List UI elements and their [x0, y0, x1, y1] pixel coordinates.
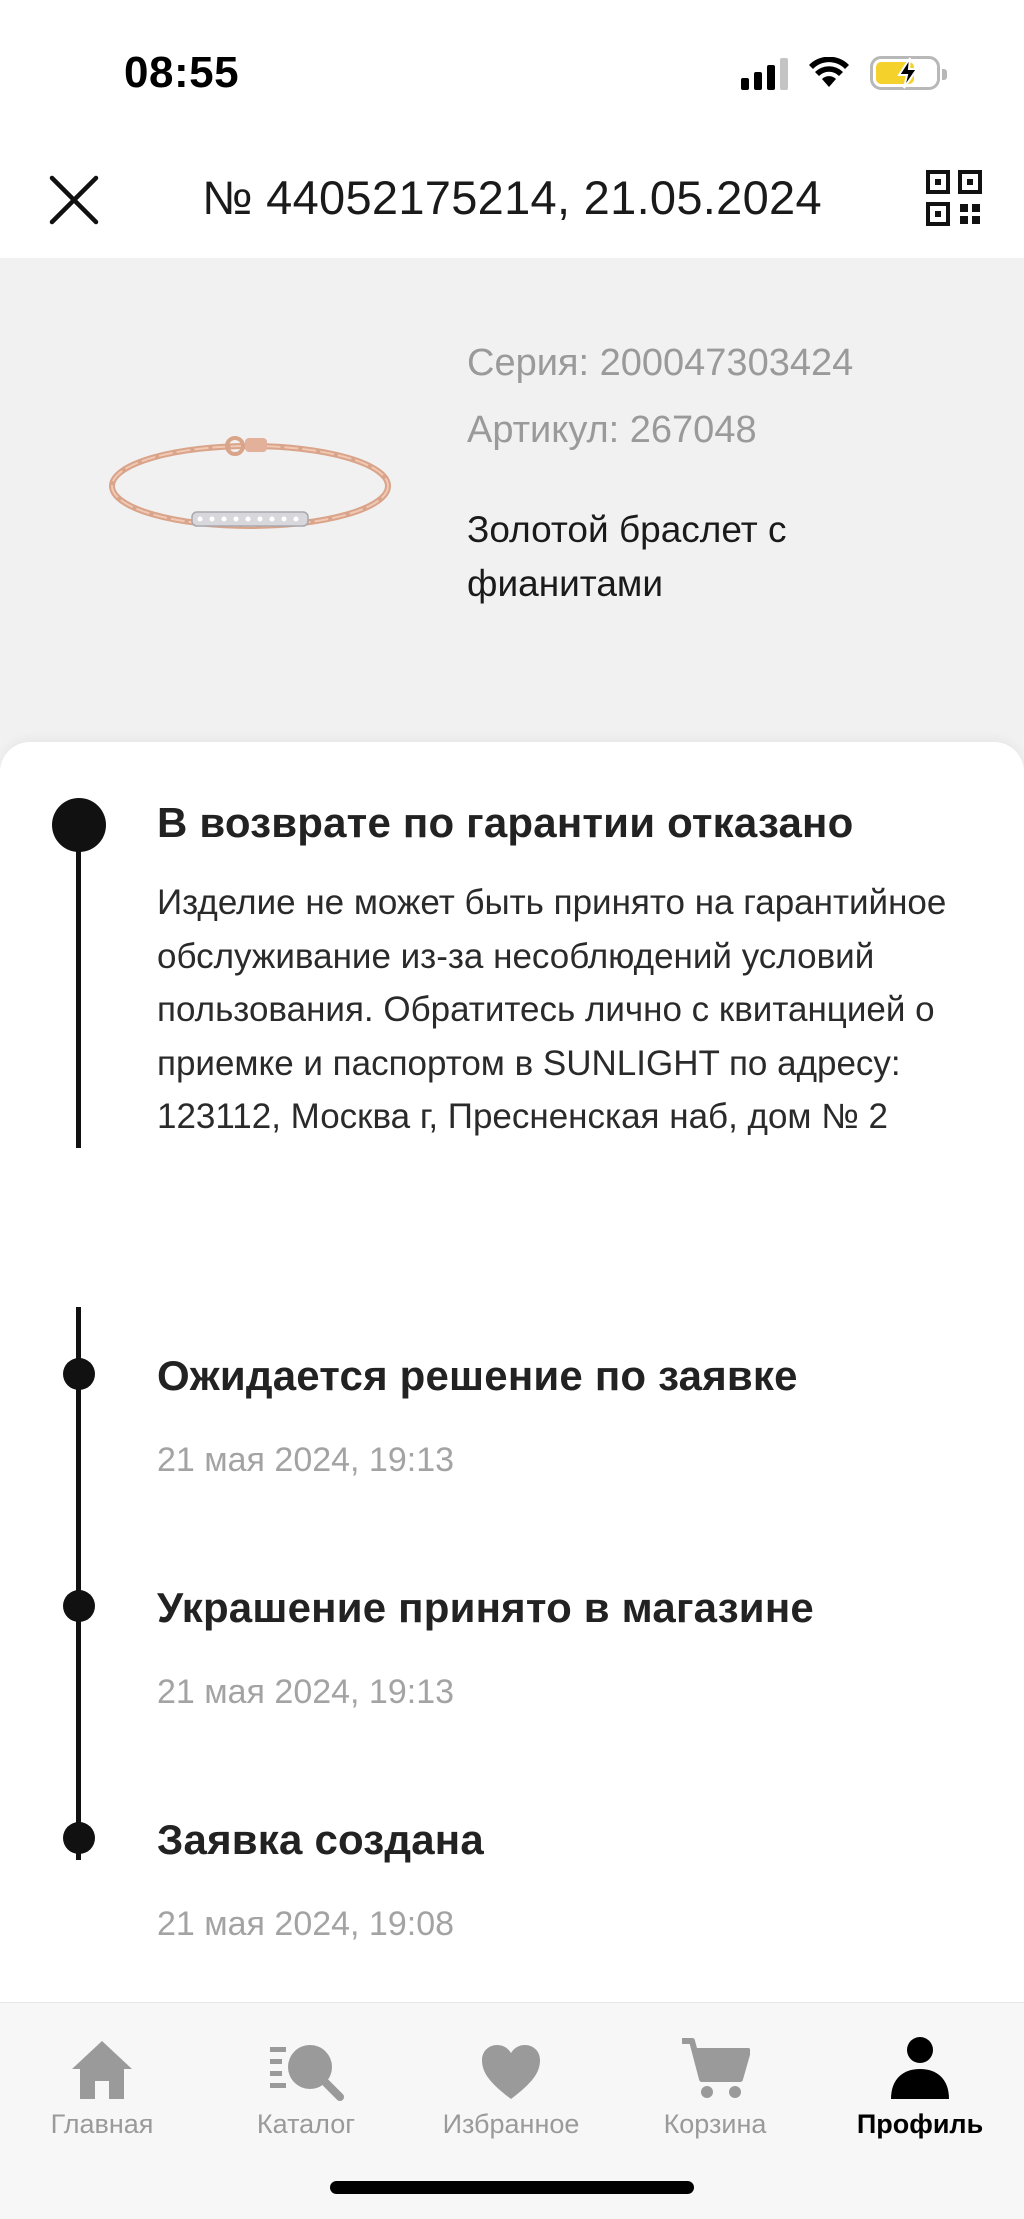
timeline-line [76, 822, 81, 1148]
profile-icon [889, 2035, 951, 2101]
status-icons [741, 56, 940, 90]
heart-icon [480, 2043, 542, 2101]
status-timeline [0, 742, 1024, 2002]
tab-label: Избранное [442, 2109, 580, 2139]
home-indicator [330, 2181, 694, 2194]
battery-icon [870, 56, 940, 90]
cart-icon [680, 2037, 750, 2101]
tab-home[interactable] [2, 2021, 202, 2140]
qr-code-icon [926, 170, 982, 226]
wifi-icon [808, 57, 850, 89]
event-date: 21 мая 2024, 19:08 [157, 1905, 455, 1943]
page-title: № 44052175214, 21.05.2024 [202, 171, 822, 224]
timeline-dot [63, 1358, 95, 1390]
header [0, 150, 1024, 258]
tab-favorites[interactable] [411, 2021, 611, 2140]
event-title: Заявка создана [157, 1816, 484, 1863]
product-card [0, 258, 1024, 778]
status-bar [0, 0, 1024, 150]
tab-cart[interactable] [615, 2021, 815, 2140]
product-name: Золотой браслет с фианитами [467, 509, 787, 604]
cellular-signal-icon [741, 56, 788, 90]
timeline-dot-current [52, 798, 106, 852]
event-title: В возврате по гарантии отказано [157, 799, 854, 846]
event-date: 21 мая 2024, 19:13 [157, 1441, 455, 1479]
tab-label: Каталог [256, 2109, 356, 2139]
tab-catalog[interactable] [206, 2021, 406, 2140]
tab-label: Главная [50, 2109, 154, 2139]
bracelet-image [100, 428, 400, 538]
event-title: Украшение принято в магазине [157, 1584, 814, 1631]
timeline-dot [63, 1822, 95, 1854]
home-icon [69, 2037, 135, 2101]
qr-code-button[interactable] [926, 170, 986, 230]
catalog-search-icon [268, 2037, 344, 2101]
product-series: Серия: 200047303424 [467, 342, 854, 384]
tab-label: Корзина [663, 2109, 767, 2139]
event-description: Изделие не может быть принято на гарантийное обслуживание из-за несоблюдений условий пользования. Обратитесь лично с квитанцией о приемке и паспортом в SUNLIGHT по адресу: 123112, Москва г, Пресненская наб, дом № 2 [157, 883, 947, 1136]
tab-profile[interactable] [820, 2021, 1020, 2140]
timeline-dot [63, 1590, 95, 1622]
status-time: 08:55 [124, 48, 240, 97]
product-meta [467, 330, 853, 464]
product-article: Артикул: 267048 [467, 409, 757, 451]
event-date: 21 мая 2024, 19:13 [157, 1673, 455, 1711]
tab-label: Профиль [856, 2109, 984, 2139]
event-title: Ожидается решение по заявке [157, 1352, 798, 1399]
